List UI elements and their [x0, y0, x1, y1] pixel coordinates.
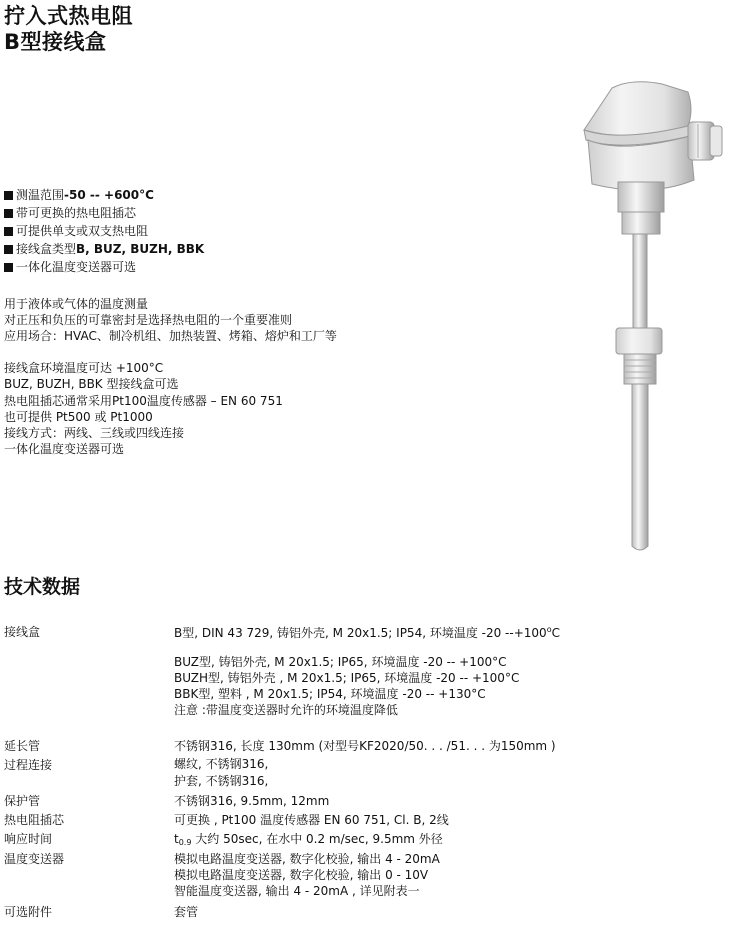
response-t: t: [174, 832, 179, 846]
feature-transmitter: [4, 258, 204, 276]
label-process: 过程连接: [4, 758, 53, 772]
value-junction-b: [174, 622, 560, 641]
value-process-thread: 螺纹, 不锈钢316,: [174, 757, 269, 771]
value-transmitter-2: 模拟电路温度变送器, 数字化校验, 输出 0 - 10V: [174, 868, 429, 882]
tech-section-title: 技术数据: [4, 576, 81, 598]
process-nut: [616, 328, 662, 354]
label-accessory: 可选附件: [4, 905, 53, 919]
page-title-line2: B型接线盒: [4, 30, 107, 54]
feature-box-label: 接线盒类型: [16, 242, 77, 256]
desc-line: BUZ, BUZH, BBK 型接线盒可选: [4, 377, 179, 391]
desc-line: 对正压和负压的可靠密封是选择热电阻的一个重要准则: [4, 313, 293, 327]
feature-single-double-text: 可提供单支或双支热电阻: [16, 224, 149, 238]
value-response: [174, 831, 443, 851]
desc-line: 也可提供 Pt500 或 Pt1000: [4, 410, 153, 424]
value-junction-note: 注意 :带温度变送器时允许的环境温度降低: [174, 703, 398, 717]
label-response: 响应时间: [4, 832, 53, 846]
feature-replaceable: [4, 204, 204, 222]
head-cover: [584, 82, 691, 137]
value-junction-bbk: BBK型, 塑料 , M 20x1.5; IP54, 环境温度 -20 -- +130°C: [174, 687, 486, 701]
feature-single-double: [4, 222, 204, 240]
description-insert: [4, 393, 283, 457]
desc-line: 接线方式：两线、三线或四线连接: [4, 426, 185, 440]
bullet-square-icon: [4, 245, 13, 254]
desc-line: 应用场合：HVAC、制冷机组、加热装置、烤箱、熔炉和工厂等: [4, 329, 337, 343]
label-sheath: 保护管: [4, 794, 41, 808]
desc-line: 热电阻插芯通常采用Pt100温度传感器 – EN 60 751: [4, 394, 283, 408]
feature-transmitter-text: 一体化温度变送器可选: [16, 260, 137, 274]
value-sheath: 不锈钢316, 9.5mm, 12mm: [174, 794, 330, 808]
feature-replaceable-text: 带可更换的热电阻插芯: [16, 206, 137, 220]
value-junction-buzh: BUZH型, 铸铝外壳 , M 20x1.5; IP65, 环境温度 -20 -- +100°C: [174, 671, 520, 685]
bullet-square-icon: [4, 191, 13, 200]
label-junction-box: 接线盒: [4, 625, 41, 639]
degree-unit: C: [551, 626, 560, 640]
cable-gland-cap: [710, 126, 722, 156]
page-title-line1: 拧入式热电阻: [4, 4, 133, 28]
value-transmitter-3: 智能温度变送器, 输出 4 - 20mA , 详见附表一: [174, 884, 420, 898]
value-accessory: 套管: [174, 905, 199, 919]
label-insert: 热电阻插芯: [4, 813, 65, 827]
extension-tube: [633, 234, 647, 334]
response-sub: 0.9: [178, 838, 192, 847]
feature-range-label: 测温范围: [16, 188, 65, 202]
value-extension: 不锈钢316, 长度 130mm (对型号KF2020/50. . . /51. . . 为150mm ): [174, 739, 556, 753]
junction-b-text: B型, DIN 43 729, 铸铝外壳, M 20x1.5; IP54, 环境温度 -20 --+100: [174, 626, 547, 640]
feature-list: [4, 186, 204, 276]
desc-line: 一体化温度变送器可选: [4, 442, 125, 456]
thermometer-illustration: [570, 70, 728, 562]
feature-range: [4, 186, 204, 204]
value-junction-buz: BUZ型, 铸铝外壳, M 20x1.5; IP65, 环境温度 -20 -- +100°C: [174, 655, 507, 669]
bullet-square-icon: [4, 209, 13, 218]
label-transmitter: 温度变送器: [4, 852, 65, 866]
desc-line: 用于液体或气体的温度测量: [4, 297, 149, 311]
feature-range-value: -50 -- +600°C: [64, 188, 154, 202]
protection-sheath: [632, 384, 648, 550]
description-housing: [4, 360, 178, 392]
response-rest: 大约 50sec, 在水中 0.2 m/sec, 9.5mm 外径: [191, 832, 443, 846]
degree-mark: o: [546, 625, 552, 634]
description-application: [4, 296, 337, 344]
bullet-square-icon: [4, 263, 13, 272]
head-neck: [618, 182, 664, 212]
process-thread: [624, 354, 656, 384]
neck-nut: [622, 212, 660, 234]
label-extension: 延长管: [4, 739, 41, 753]
bullet-square-icon: [4, 227, 13, 236]
desc-line: 接线盒环境温度可达 +100°C: [4, 361, 164, 375]
feature-box-value: B, BUZ, BUZH, BBK: [76, 242, 205, 256]
value-transmitter-1: 模拟电路温度变送器, 数字化校验, 输出 4 - 20mA: [174, 852, 440, 866]
feature-box-types: [4, 240, 204, 258]
value-insert: 可更换 , Pt100 温度传感器 EN 60 751, Cl. B, 2线: [174, 813, 449, 827]
value-process-sleeve: 护套, 不锈钢316,: [174, 774, 269, 788]
